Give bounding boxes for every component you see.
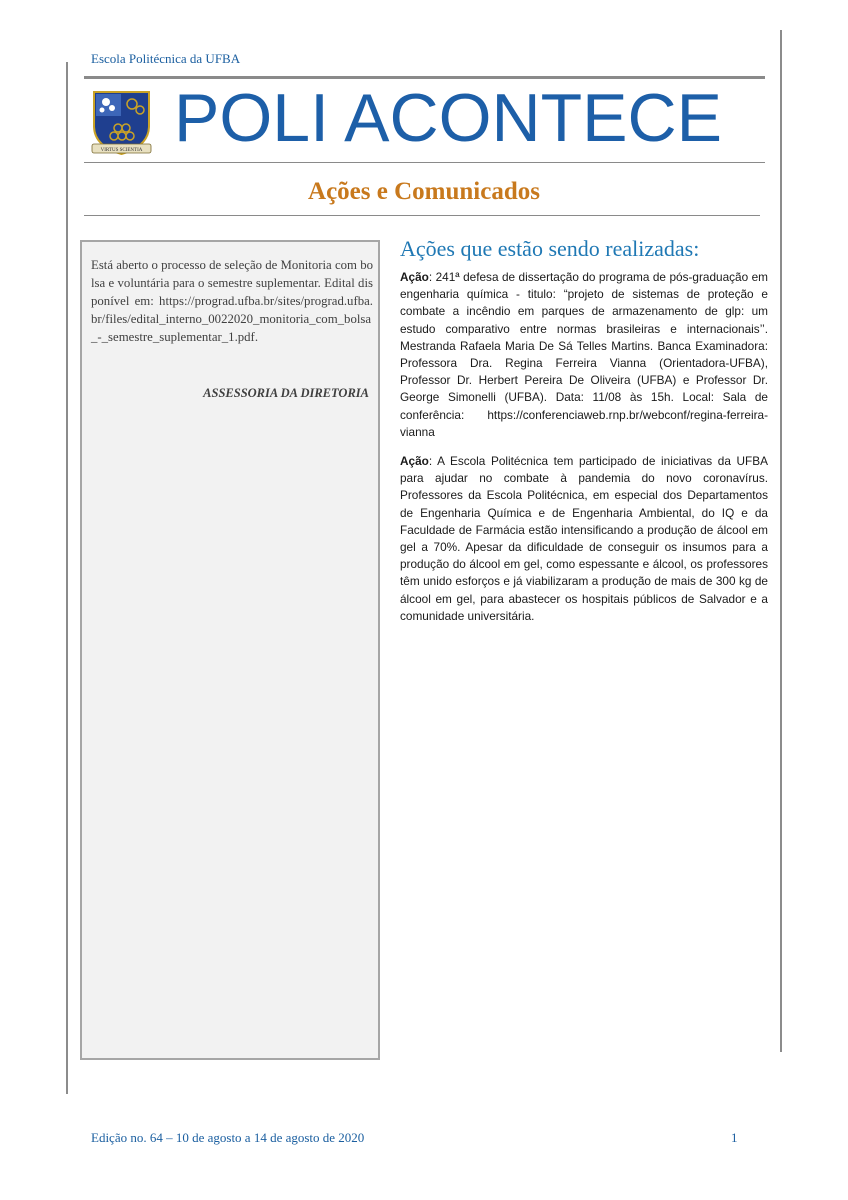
svg-text:VIRTUS SCIENTIA: VIRTUS SCIENTIA: [100, 148, 143, 153]
header-bottom-rule: [84, 162, 765, 163]
action-item: [400, 269, 768, 441]
section-subtitle: Ações e Comunicados: [308, 178, 540, 205]
action-label: Ação: [400, 454, 429, 468]
actions-heading: Ações que estão sendo realizadas:: [400, 236, 700, 261]
ufba-crest-logo: [88, 88, 155, 158]
announcement-signature: ASSESSORIA DA DIRETORIA: [203, 386, 369, 400]
action-text: : 241ª defesa de dissertação do programa de pós-graduação em engenharia química - titulo: “projeto de sistemas de proteção e combate a incêndio em parques de armazenamento de glp: um estudo comparativo entre normas brasileiras e internacionais’’. Mestranda Rafaela Maria De Sá Telles Martins. Banca Examinadora: Professora Dra. Regina Ferreira Vianna (Orientadora-UFBA), Professor Dr. Herbert Pereira De Oliveira (UFBA) e Professor Dr. George Simonelli (UFBA). Data: 11/08 às 15h. Local: Sala de conferência: https://conferenciaweb.rnp.br/webconf/regina-ferreira-vianna: [400, 270, 768, 439]
page-number: 1: [731, 1130, 738, 1145]
school-name: Escola Politécnica da UFBA: [91, 51, 241, 66]
edition-info: Edição no. 64 – 10 de agosto a 14 de agosto de 2020: [91, 1130, 365, 1145]
announcement-box: [80, 240, 380, 1060]
action-item: [400, 453, 768, 625]
subtitle-rule: [84, 215, 760, 216]
newsletter-title: POLI ACONTECE: [174, 80, 722, 156]
left-margin-line: [66, 62, 68, 1094]
action-label: Ação: [400, 270, 429, 284]
header-top-rule: [84, 76, 765, 79]
action-text: : A Escola Politécnica tem participado de iniciativas da UFBA para ajudar no combate à pandemia do novo coronavírus. Professores da Escola Politécnica, em especial dos Departamentos de Engenharia Química e de Engenharia Ambiental, do IQ e da Faculdade de Farmácia estão intensificando a produção de álcool em gel a 70%. Apesar da dificuldade de conseguir os insumos para a produção do álcool em gel, como espessante e álcool, os professores têm unido esforços e já viabilizaram a produção de mais de 300 kg de álcool em gel, para abastecer os hospitais públicos de Salvador e a comunidade universitária.: [400, 454, 768, 623]
announcement-text: Está aberto o processo de seleção de Monitoria com bolsa e voluntária para o semestre suplementar. Edital disponível em: https://prograd.ufba.br/sites/prograd.ufba.br/files/edital_interno_0022020_monitoria_com_bolsa_-_semestre_suplementar_1.pdf.: [91, 258, 373, 344]
